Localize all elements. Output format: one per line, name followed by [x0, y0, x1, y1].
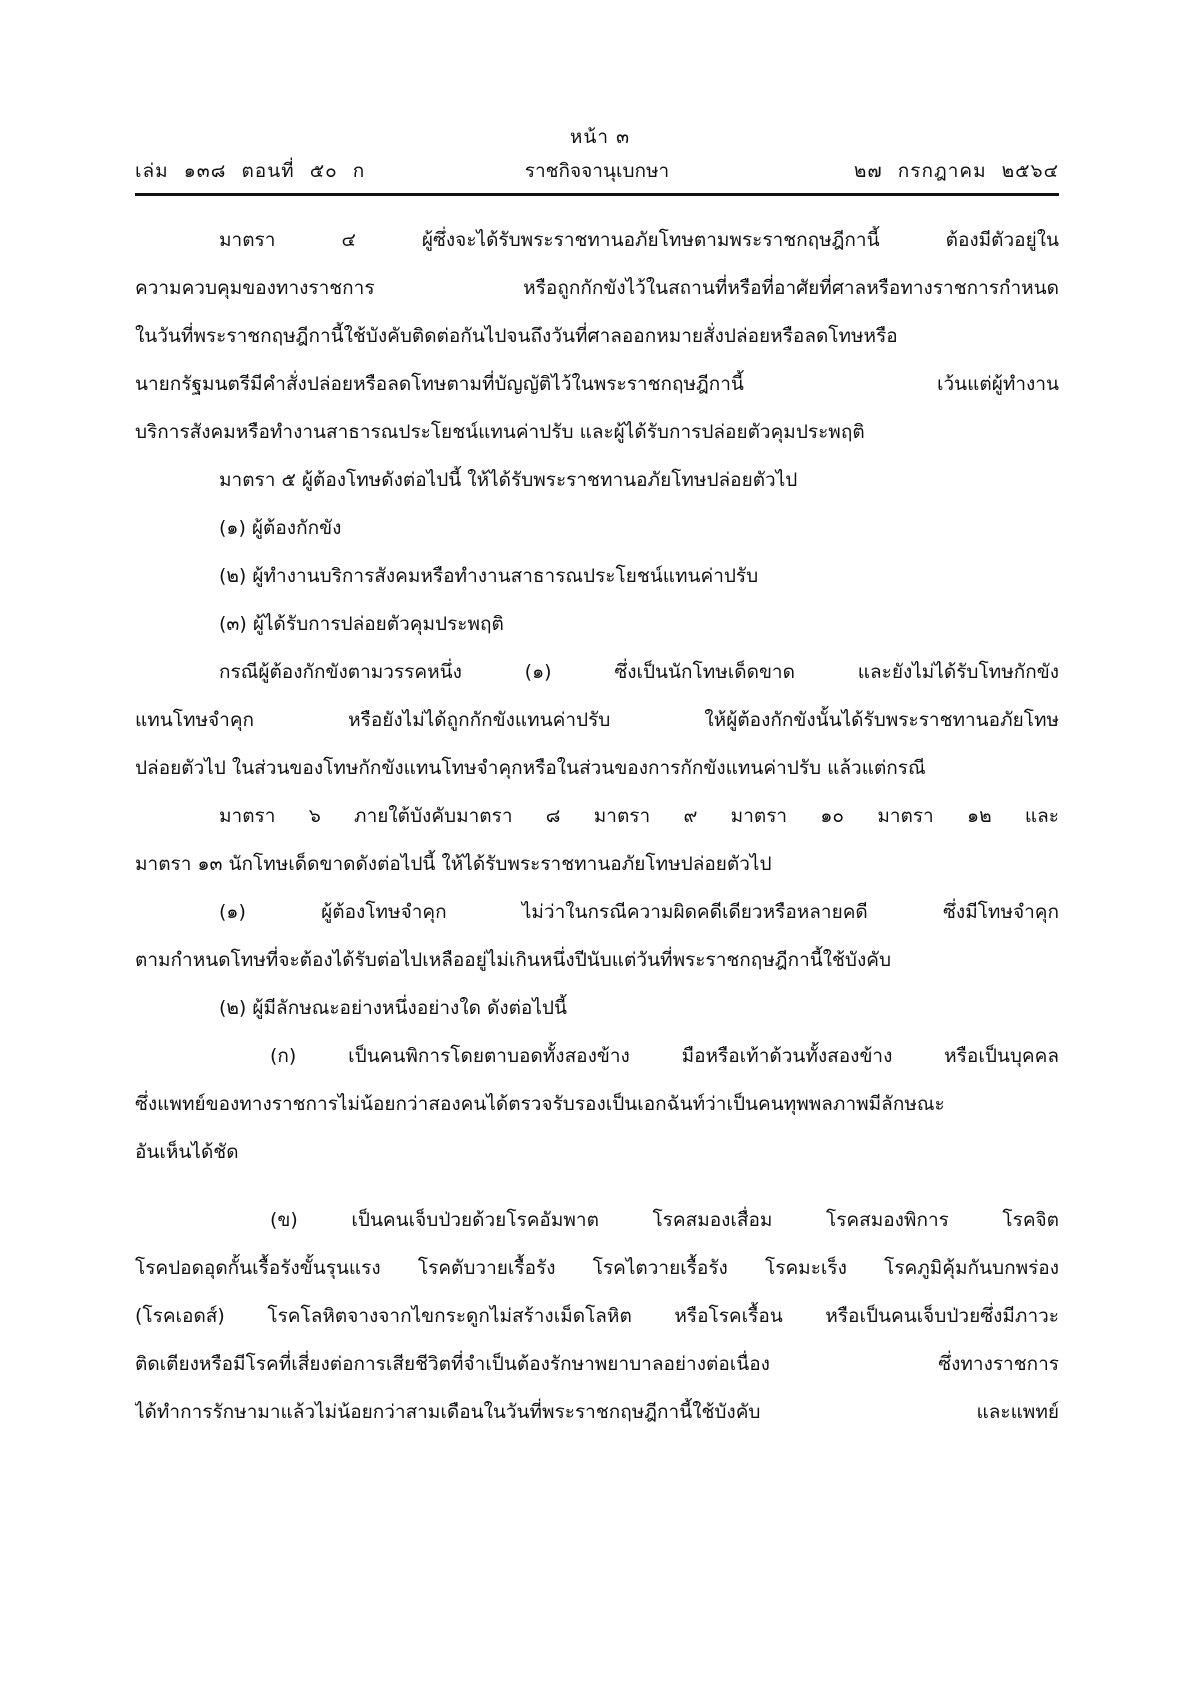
- text-line: ติดเตียงหรือมีโรคที่เสี่ยงต่อการเสียชีวิตที่จำเป็นต้องรักษาพยาบาลอย่างต่อเนื่อง ซึ่งทางราชการ: [135, 1353, 1059, 1375]
- text-line: ความควบคุมของทางราชการ หรือถูกกักขังไว้ในสถานที่หรือที่อาศัยที่ศาลหรือทางราชการกำหนด: [135, 277, 1059, 299]
- list-item: (๑) ผู้ต้องโทษจำคุก ไม่ว่าในกรณีความผิดคดีเดียวหรือหลายคดี ซึ่งมีโทษจำคุก: [219, 901, 1059, 923]
- list-item: (๒) ผู้มีลักษณะอย่างหนึ่งอย่างใด ดังต่อไปนี้: [219, 997, 567, 1019]
- text-line: แทนโทษจำคุก หรือยังไม่ได้ถูกกักขังแทนค่าปรับ ให้ผู้ต้องกักขังนั้นได้รับพระราชทานอภัยโทษ: [135, 709, 1059, 731]
- text-line: อันเห็นได้ชัด: [135, 1141, 239, 1163]
- running-header: [135, 156, 1059, 186]
- sub-list-item: (ข) เป็นคนเจ็บป่วยด้วยโรคอัมพาต โรคสมองเสื่อม โรคสมองพิการ โรคจิต: [270, 1209, 1059, 1231]
- text-line: ได้ทำการรักษามาแล้วไม่น้อยกว่าสามเดือนในวันที่พระราชกฤษฎีกานี้ใช้บังคับ และแพทย์: [135, 1401, 1059, 1423]
- text-line: ซึ่งแพทย์ของทางราชการไม่น้อยกว่าสองคนได้ตรวจรับรองเป็นเอกฉันท์ว่าเป็นคนทุพพลภาพมีลักษณะ: [135, 1093, 945, 1115]
- list-item: (๑) ผู้ต้องกักขัง: [219, 517, 342, 539]
- publication-title: ราชกิจจานุเบกษา: [524, 160, 670, 182]
- section-5-heading: มาตรา ๕ ผู้ต้องโทษดังต่อไปนี้ ให้ได้รับพระราชทานอภัยโทษปล่อยตัวไป: [219, 469, 798, 491]
- text-line: กรณีผู้ต้องกักขังตามวรรคหนึ่ง (๑) ซึ่งเป็นนักโทษเด็ดขาด และยังไม่ได้รับโทษกักขัง: [219, 661, 1059, 683]
- text-line: (โรคเอดส์) โรคโลหิตจางจากไขกระดูกไม่สร้างเม็ดโลหิต หรือโรคเรื้อน หรือเป็นคนเจ็บป่วยซึ่งมีภาวะ: [135, 1305, 1059, 1327]
- text-line: มาตรา ๑๓ นักโทษเด็ดขาดดังต่อไปนี้ ให้ได้รับพระราชทานอภัยโทษปล่อยตัวไป: [135, 853, 772, 875]
- list-item: (๒) ผู้ทำงานบริการสังคมหรือทำงานสาธารณประโยชน์แทนค่าปรับ: [219, 565, 759, 587]
- text-line: มาตรา ๔ ผู้ซึ่งจะได้รับพระราชทานอภัยโทษตามพระราชกฤษฎีกานี้ ต้องมีตัวอยู่ใน: [219, 229, 1059, 251]
- volume-issue: เล่ม ๑๓๘ ตอนที่ ๕๐ ก: [135, 160, 366, 182]
- text-line: ตามกำหนดโทษที่จะต้องได้รับต่อไปเหลืออยู่ไม่เกินหนึ่งปีนับแต่วันที่พระราชกฤษฎีกานี้ใช้บังคับ: [135, 949, 892, 971]
- text-line: ปล่อยตัวไป ในส่วนของโทษกักขังแทนโทษจำคุกหรือในส่วนของการกักขังแทนค่าปรับ แล้วแต่กรณี: [135, 757, 926, 779]
- section-6-heading: มาตรา ๖ ภายใต้บังคับมาตรา ๘ มาตรา ๙ มาตรา ๑๐ มาตรา ๑๒ และ: [219, 805, 1059, 827]
- sub-list-item: (ก) เป็นคนพิการโดยตาบอดทั้งสองข้าง มือหรือเท้าด้วนทั้งสองข้าง หรือเป็นบุคคล: [270, 1045, 1059, 1067]
- text-line: โรคปอดอุดกั้นเรื้อรังขั้นรุนแรง โรคตับวายเรื้อรัง โรคไตวายเรื้อรัง โรคมะเร็ง โรคภูมิคุ้มกันบกพร่อง: [135, 1257, 1059, 1279]
- text-line: นายกรัฐมนตรีมีคำสั่งปล่อยหรือลดโทษตามที่บัญญัติไว้ในพระราชกฤษฎีกานี้ เว้นแต่ผู้ทำงาน: [135, 373, 1059, 395]
- header-divider: [135, 193, 1059, 196]
- text-line: ในวันที่พระราชกฤษฎีกานี้ใช้บังคับติดต่อกันไปจนถึงวันที่ศาลออกหมายสั่งปล่อยหรือลดโทษหรือ: [135, 325, 898, 347]
- publication-date: ๒๗ กรกฎาคม ๒๕๖๔: [853, 160, 1059, 182]
- text-line: บริการสังคมหรือทำงานสาธารณประโยชน์แทนค่าปรับ และผู้ได้รับการปล่อยตัวคุมประพฤติ: [135, 421, 865, 443]
- list-item: (๓) ผู้ได้รับการปล่อยตัวคุมประพฤติ: [219, 613, 504, 635]
- page-number: หน้า ๓: [569, 126, 631, 148]
